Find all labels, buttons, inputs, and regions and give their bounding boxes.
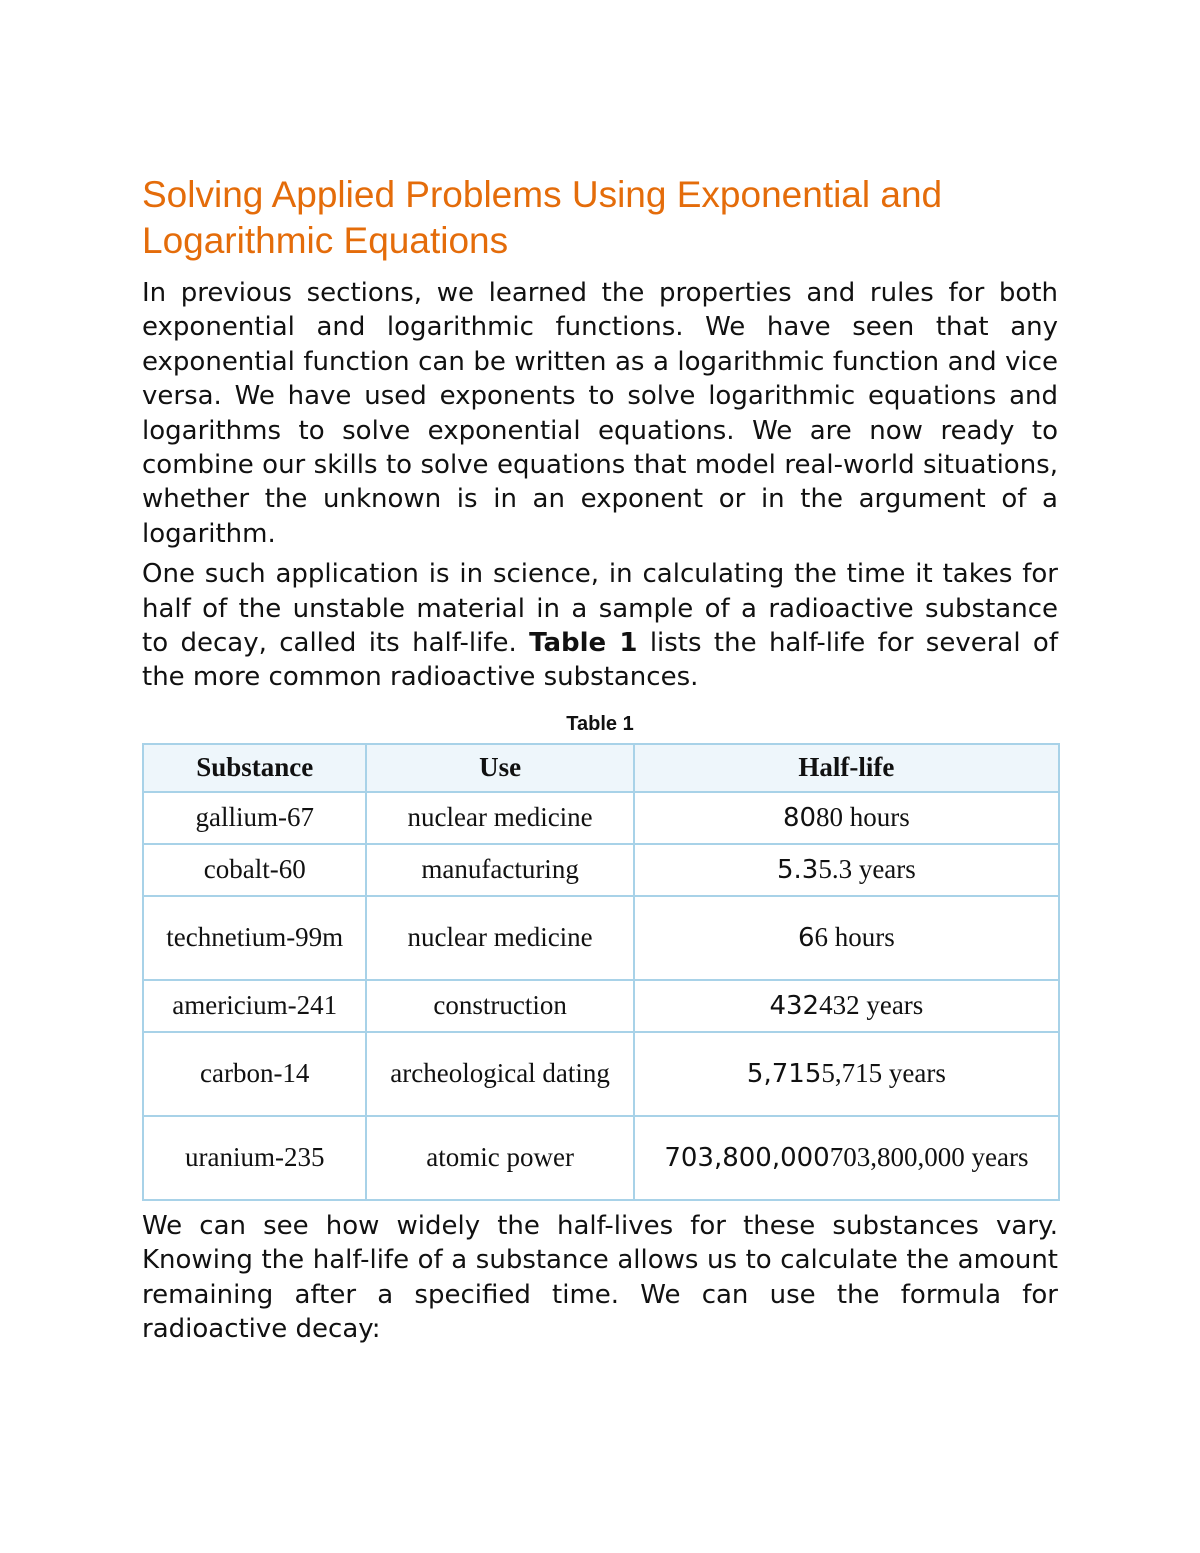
substance-cell: americium-241	[143, 980, 366, 1032]
half-life-cell	[634, 980, 1059, 1032]
table-row	[143, 844, 1059, 896]
substance-cell: cobalt-60	[143, 844, 366, 896]
half-life-number: 5,715	[746, 1058, 822, 1089]
use-cell: nuclear medicine	[366, 896, 633, 980]
intro-paragraph: In previous sections, we learned the properties and rules for both exponential and logarithmic functions. We have seen that any exponential function can be written as a logarithmic function and vice versa. We have used exponents to solve logarithmic equations and logarithms to solve exponential equations. We are now ready to combine our skills to solve equations that model real-world situations, whether the unknown is in an exponent or in the argument of a logarithm.	[142, 278, 1058, 549]
substance-cell: gallium-67	[143, 792, 366, 844]
table-reference[interactable]: Table 1	[529, 628, 638, 659]
document-page	[142, 172, 1058, 1353]
half-life-text: 432 years	[819, 989, 924, 1020]
half-life-cell	[634, 844, 1059, 896]
header-half-life: Half-life	[634, 744, 1059, 792]
use-cell: construction	[366, 980, 633, 1032]
use-cell: archeological dating	[366, 1032, 633, 1116]
half-life-cell	[634, 1116, 1059, 1200]
half-life-number: 5.3	[776, 854, 819, 885]
half-life-text: 5.3 years	[818, 853, 916, 884]
half-life-number: 432	[769, 990, 820, 1021]
half-life-paragraph	[142, 557, 1058, 695]
half-life-number: 6	[797, 922, 815, 953]
use-cell: manufacturing	[366, 844, 633, 896]
half-life-text: 703,800,000 years	[829, 1141, 1029, 1172]
table-caption: Table 1	[566, 712, 634, 735]
half-life-cell	[634, 792, 1059, 844]
substance-cell: carbon-14	[143, 1032, 366, 1116]
section-title: Solving Applied Problems Using Exponential and Logarithmic Equations	[142, 174, 943, 261]
table-row	[143, 980, 1059, 1032]
half-life-paragraph-tail: lists the half-life for several of the more common radioactive substances.	[142, 628, 1058, 693]
header-substance: Substance	[143, 744, 366, 792]
decay-paragraph: We can see how widely the half-lives for these substances vary. Knowing the half-life of a substance allows us to calculate the amount remaining after a specified time. We can use the formula for radioactive decay:	[142, 1210, 1058, 1345]
table-header-row	[143, 744, 1059, 792]
use-cell: nuclear medicine	[366, 792, 633, 844]
half-life-number: 80	[782, 802, 817, 833]
substance-cell: technetium-99m	[143, 896, 366, 980]
half-life-text: 6 hours	[814, 921, 895, 952]
header-use: Use	[366, 744, 633, 792]
half-life-cell	[634, 1032, 1059, 1116]
half-life-paragraph-text: One such application is in science, in calculating the time it takes for half of the unstable material in a sample of a radioactive substance to decay, called its half-life.	[142, 559, 1058, 659]
table-row	[143, 896, 1059, 980]
half-life-text: 5,715 years	[821, 1057, 946, 1088]
half-life-text: 80 hours	[816, 801, 910, 832]
table-row	[143, 1032, 1059, 1116]
half-life-table	[142, 743, 1060, 1201]
table-row	[143, 792, 1059, 844]
half-life-cell	[634, 896, 1059, 980]
table-row	[143, 1116, 1059, 1200]
substance-cell: uranium-235	[143, 1116, 366, 1200]
use-cell: atomic power	[366, 1116, 633, 1200]
half-life-number: 703,800,000	[664, 1142, 830, 1173]
